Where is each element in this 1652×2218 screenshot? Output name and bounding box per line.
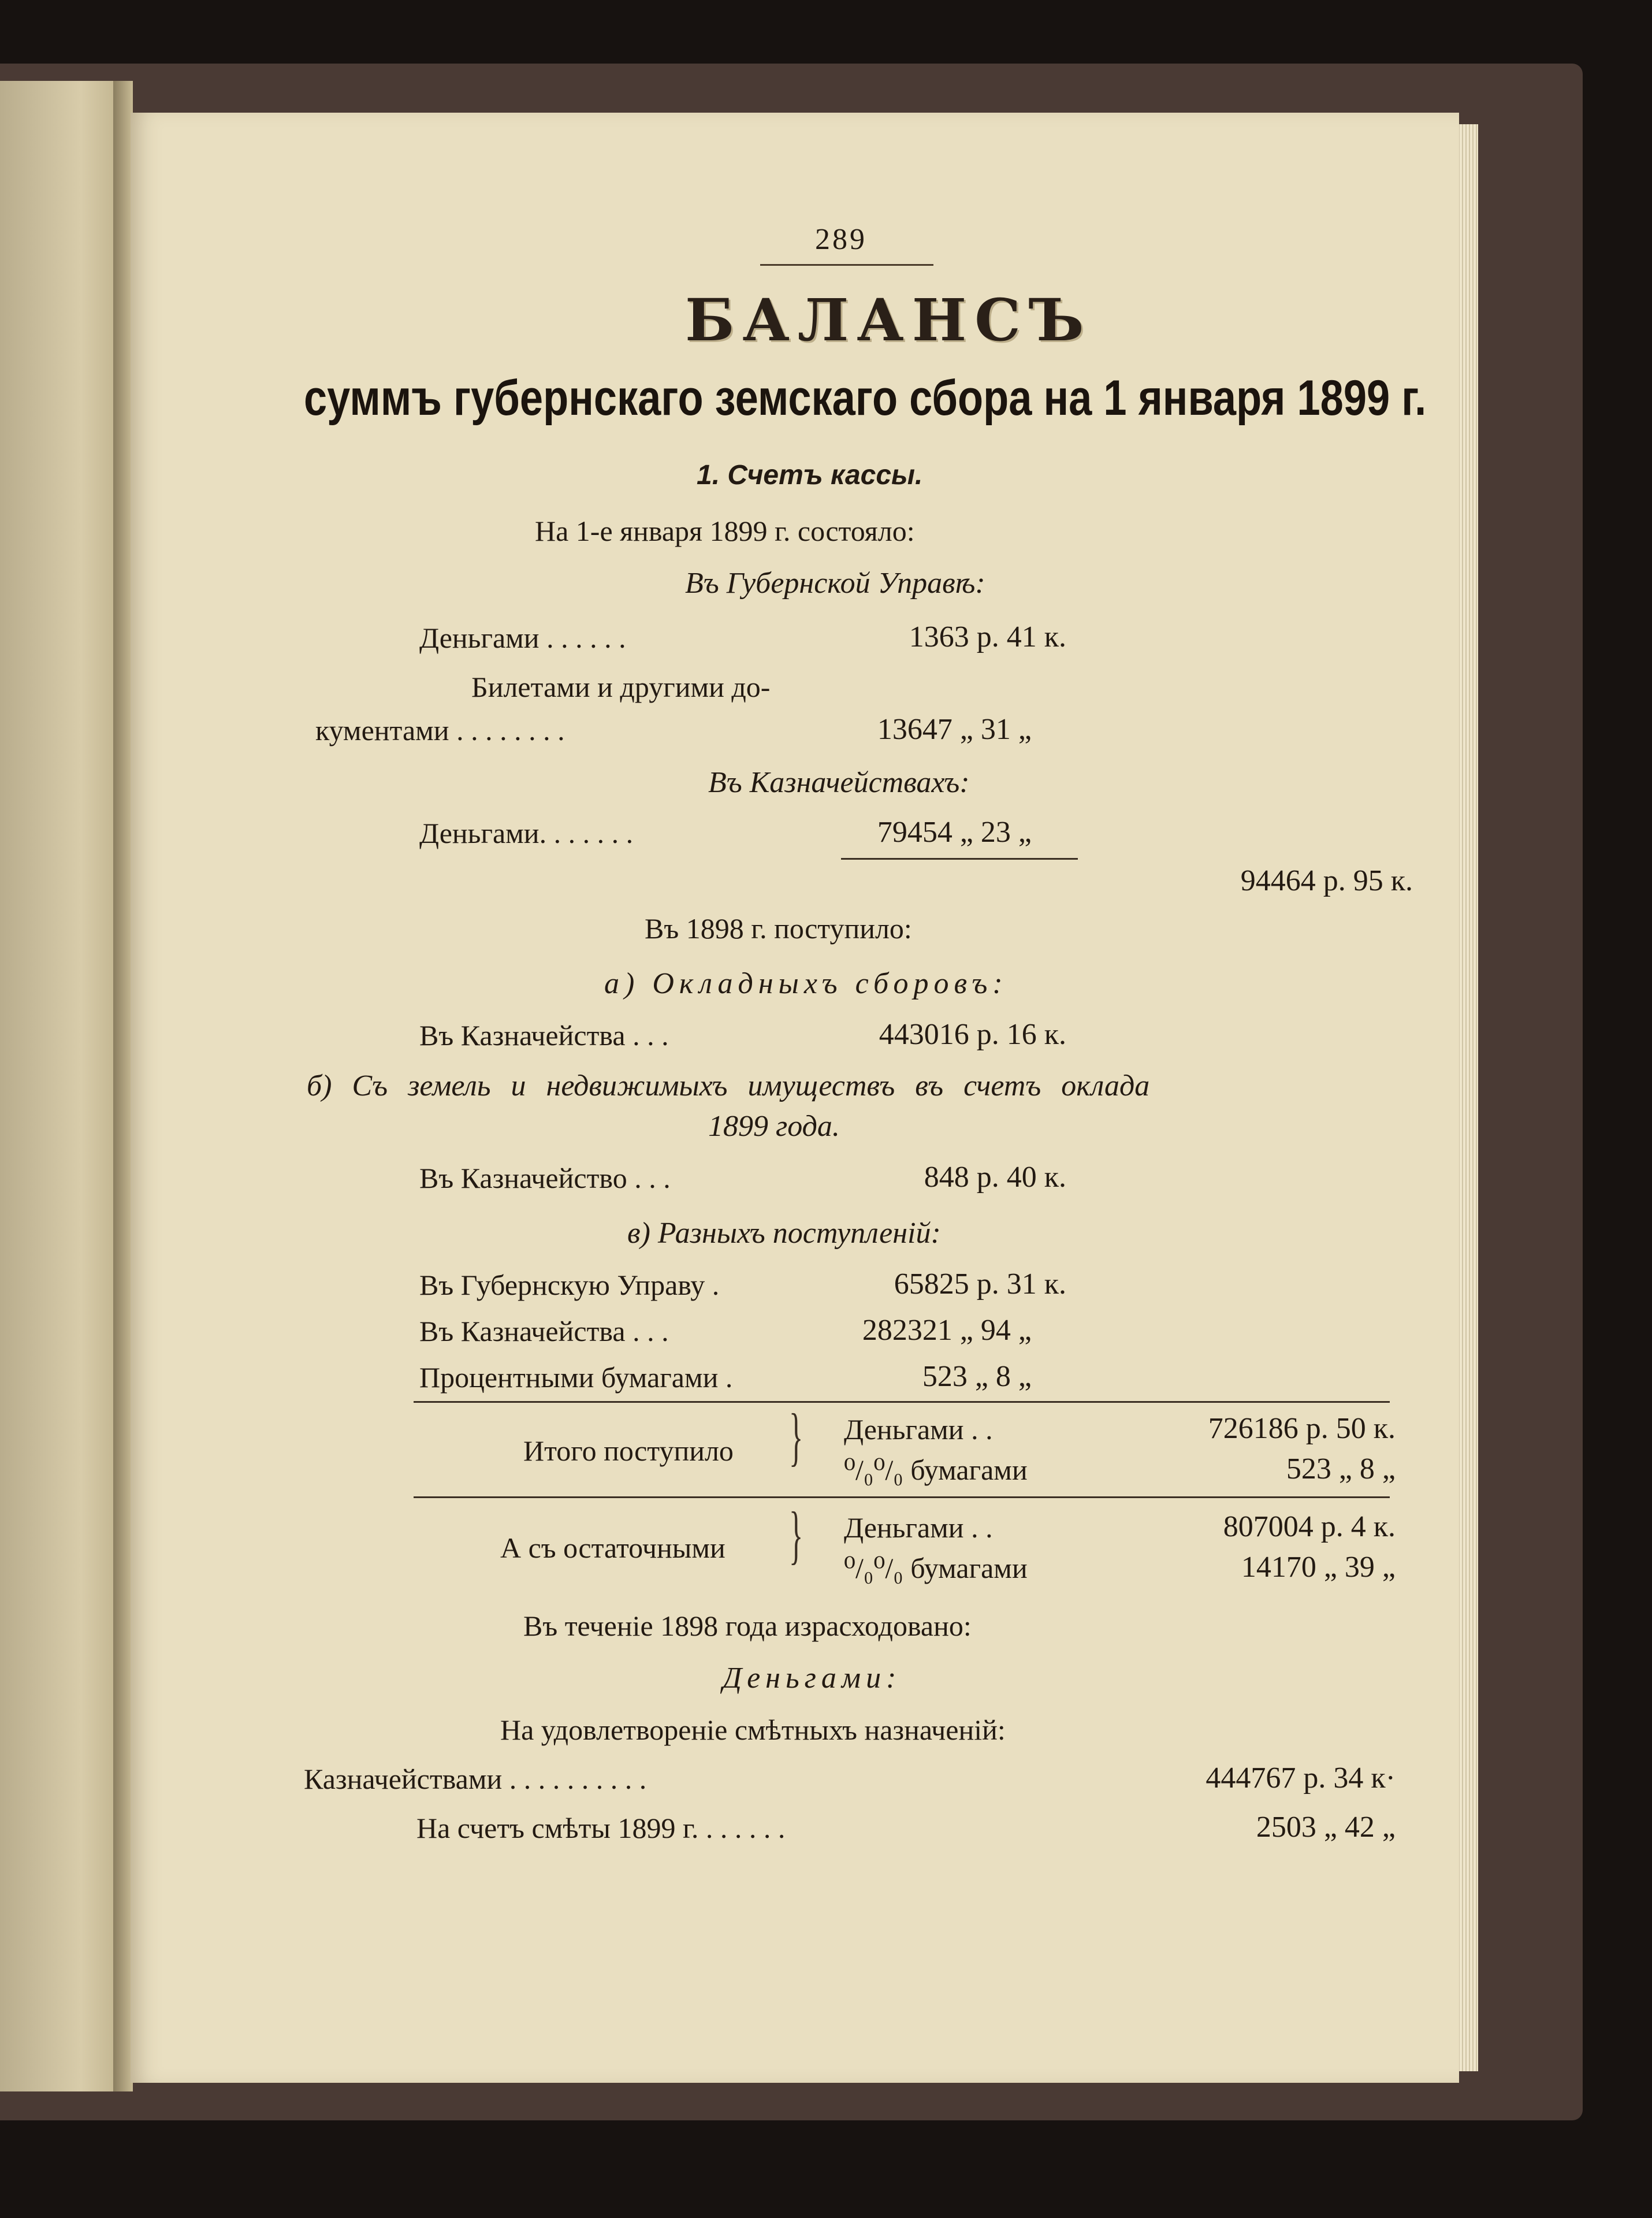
received-b-label: Въ Казначейство . . . (419, 1162, 671, 1194)
spent-row-label: На счетъ смѣты 1899 г. . . . . . . (416, 1812, 786, 1844)
spent-purpose-heading: На удовлетвореніе смѣтныхъ назначеній: (500, 1714, 1006, 1746)
received-c-row-value: 65825 р. 31 к. (894, 1268, 1066, 1301)
itogo-label: Итого поступило (523, 1435, 734, 1467)
ostatok-row-value: 14170 „ 39 „ (1241, 1551, 1396, 1584)
received-b-heading-line1: б) Съ земель и недвижимыхъ имуществъ въ счетъ оклада (307, 1069, 1150, 1102)
itogo-row-value: 726186 р. 50 к. (1208, 1412, 1396, 1445)
uprava-heading: Въ Губернской Управѣ: (685, 567, 985, 600)
received-b-heading-line2: 1899 года. (708, 1110, 840, 1143)
spent-row-label: Казначействами . . . . . . . . . . (304, 1763, 647, 1795)
opening-total: 94464 р. 95 к. (1240, 864, 1413, 897)
totals-middle-rule (414, 1496, 1390, 1498)
treasury-money-value: 79454 „ 23 „ (877, 816, 1032, 849)
received-c-row-label: Въ Казначейства . . . (419, 1315, 669, 1347)
spent-row-value: 444767 р. 34 к· (1205, 1762, 1396, 1795)
received-b-value: 848 р. 40 к. (924, 1161, 1066, 1194)
treasury-heading: Въ Казначействахъ: (708, 766, 970, 799)
ostatok-row-value: 807004 р. 4 к. (1223, 1510, 1396, 1543)
itogo-row-label: Деньгами . . (844, 1413, 993, 1446)
tickets-label-line1: Билетами и другими до- (471, 671, 771, 703)
page-number-rule (760, 264, 933, 266)
subtotal-rule (841, 858, 1078, 860)
received-a-value: 443016 р. 16 к. (879, 1018, 1066, 1051)
opening-heading: На 1-е января 1899 г. состояло: (535, 515, 915, 547)
page-title: БАЛАНСЪ (685, 286, 1092, 354)
itogo-brace: } (789, 1401, 803, 1473)
ostatok-row-label: Деньгами . . (844, 1511, 993, 1544)
money-label: Деньгами . . . . . . (419, 622, 626, 654)
itogo-row-label: ⁰/₀⁰/₀ бумагами (844, 1454, 1028, 1486)
received-c-row-label: Процентными бумагами . (419, 1361, 733, 1394)
facing-page (0, 81, 116, 2091)
received-a-heading: а) Окладныхъ сборовъ: (604, 967, 1008, 1000)
section-heading: 1. Счетъ кассы. (697, 460, 923, 491)
received-c-row-value: 282321 „ 94 „ (862, 1314, 1032, 1347)
book-gutter (113, 81, 133, 2091)
received-a-label: Въ Казначейства . . . (419, 1019, 669, 1052)
itogo-row-value: 523 „ 8 „ (1286, 1452, 1396, 1485)
received-c-row-label: Въ Губернскую Управу . (419, 1269, 720, 1301)
spent-money-heading: Деньгами: (723, 1662, 902, 1695)
tickets-label-line2: кументами . . . . . . . . (315, 714, 565, 746)
treasury-money-label: Деньгами. . . . . . . (419, 817, 634, 849)
spent-row-value: 2503 „ 42 „ (1256, 1811, 1396, 1844)
totals-top-rule (414, 1401, 1390, 1403)
tickets-value: 13647 „ 31 „ (877, 713, 1032, 746)
received-c-row-value: 523 „ 8 „ (922, 1360, 1032, 1393)
document-page (131, 113, 1459, 2083)
received-heading: Въ 1898 г. поступило: (645, 912, 912, 945)
page-number: 289 (815, 223, 867, 256)
spent-heading: Въ теченіе 1898 года израсходовано: (523, 1610, 972, 1642)
page-subtitle: суммъ губернскаго земскаго сбора на 1 января 1899 г. (304, 370, 1427, 426)
ostatok-label: А съ остаточными (500, 1532, 725, 1564)
received-c-heading: в) Разныхъ поступленій: (627, 1217, 941, 1250)
money-value: 1363 р. 41 к. (909, 621, 1066, 653)
ostatok-row-label: ⁰/₀⁰/₀ бумагами (844, 1552, 1028, 1584)
ostatok-brace: } (789, 1499, 803, 1571)
